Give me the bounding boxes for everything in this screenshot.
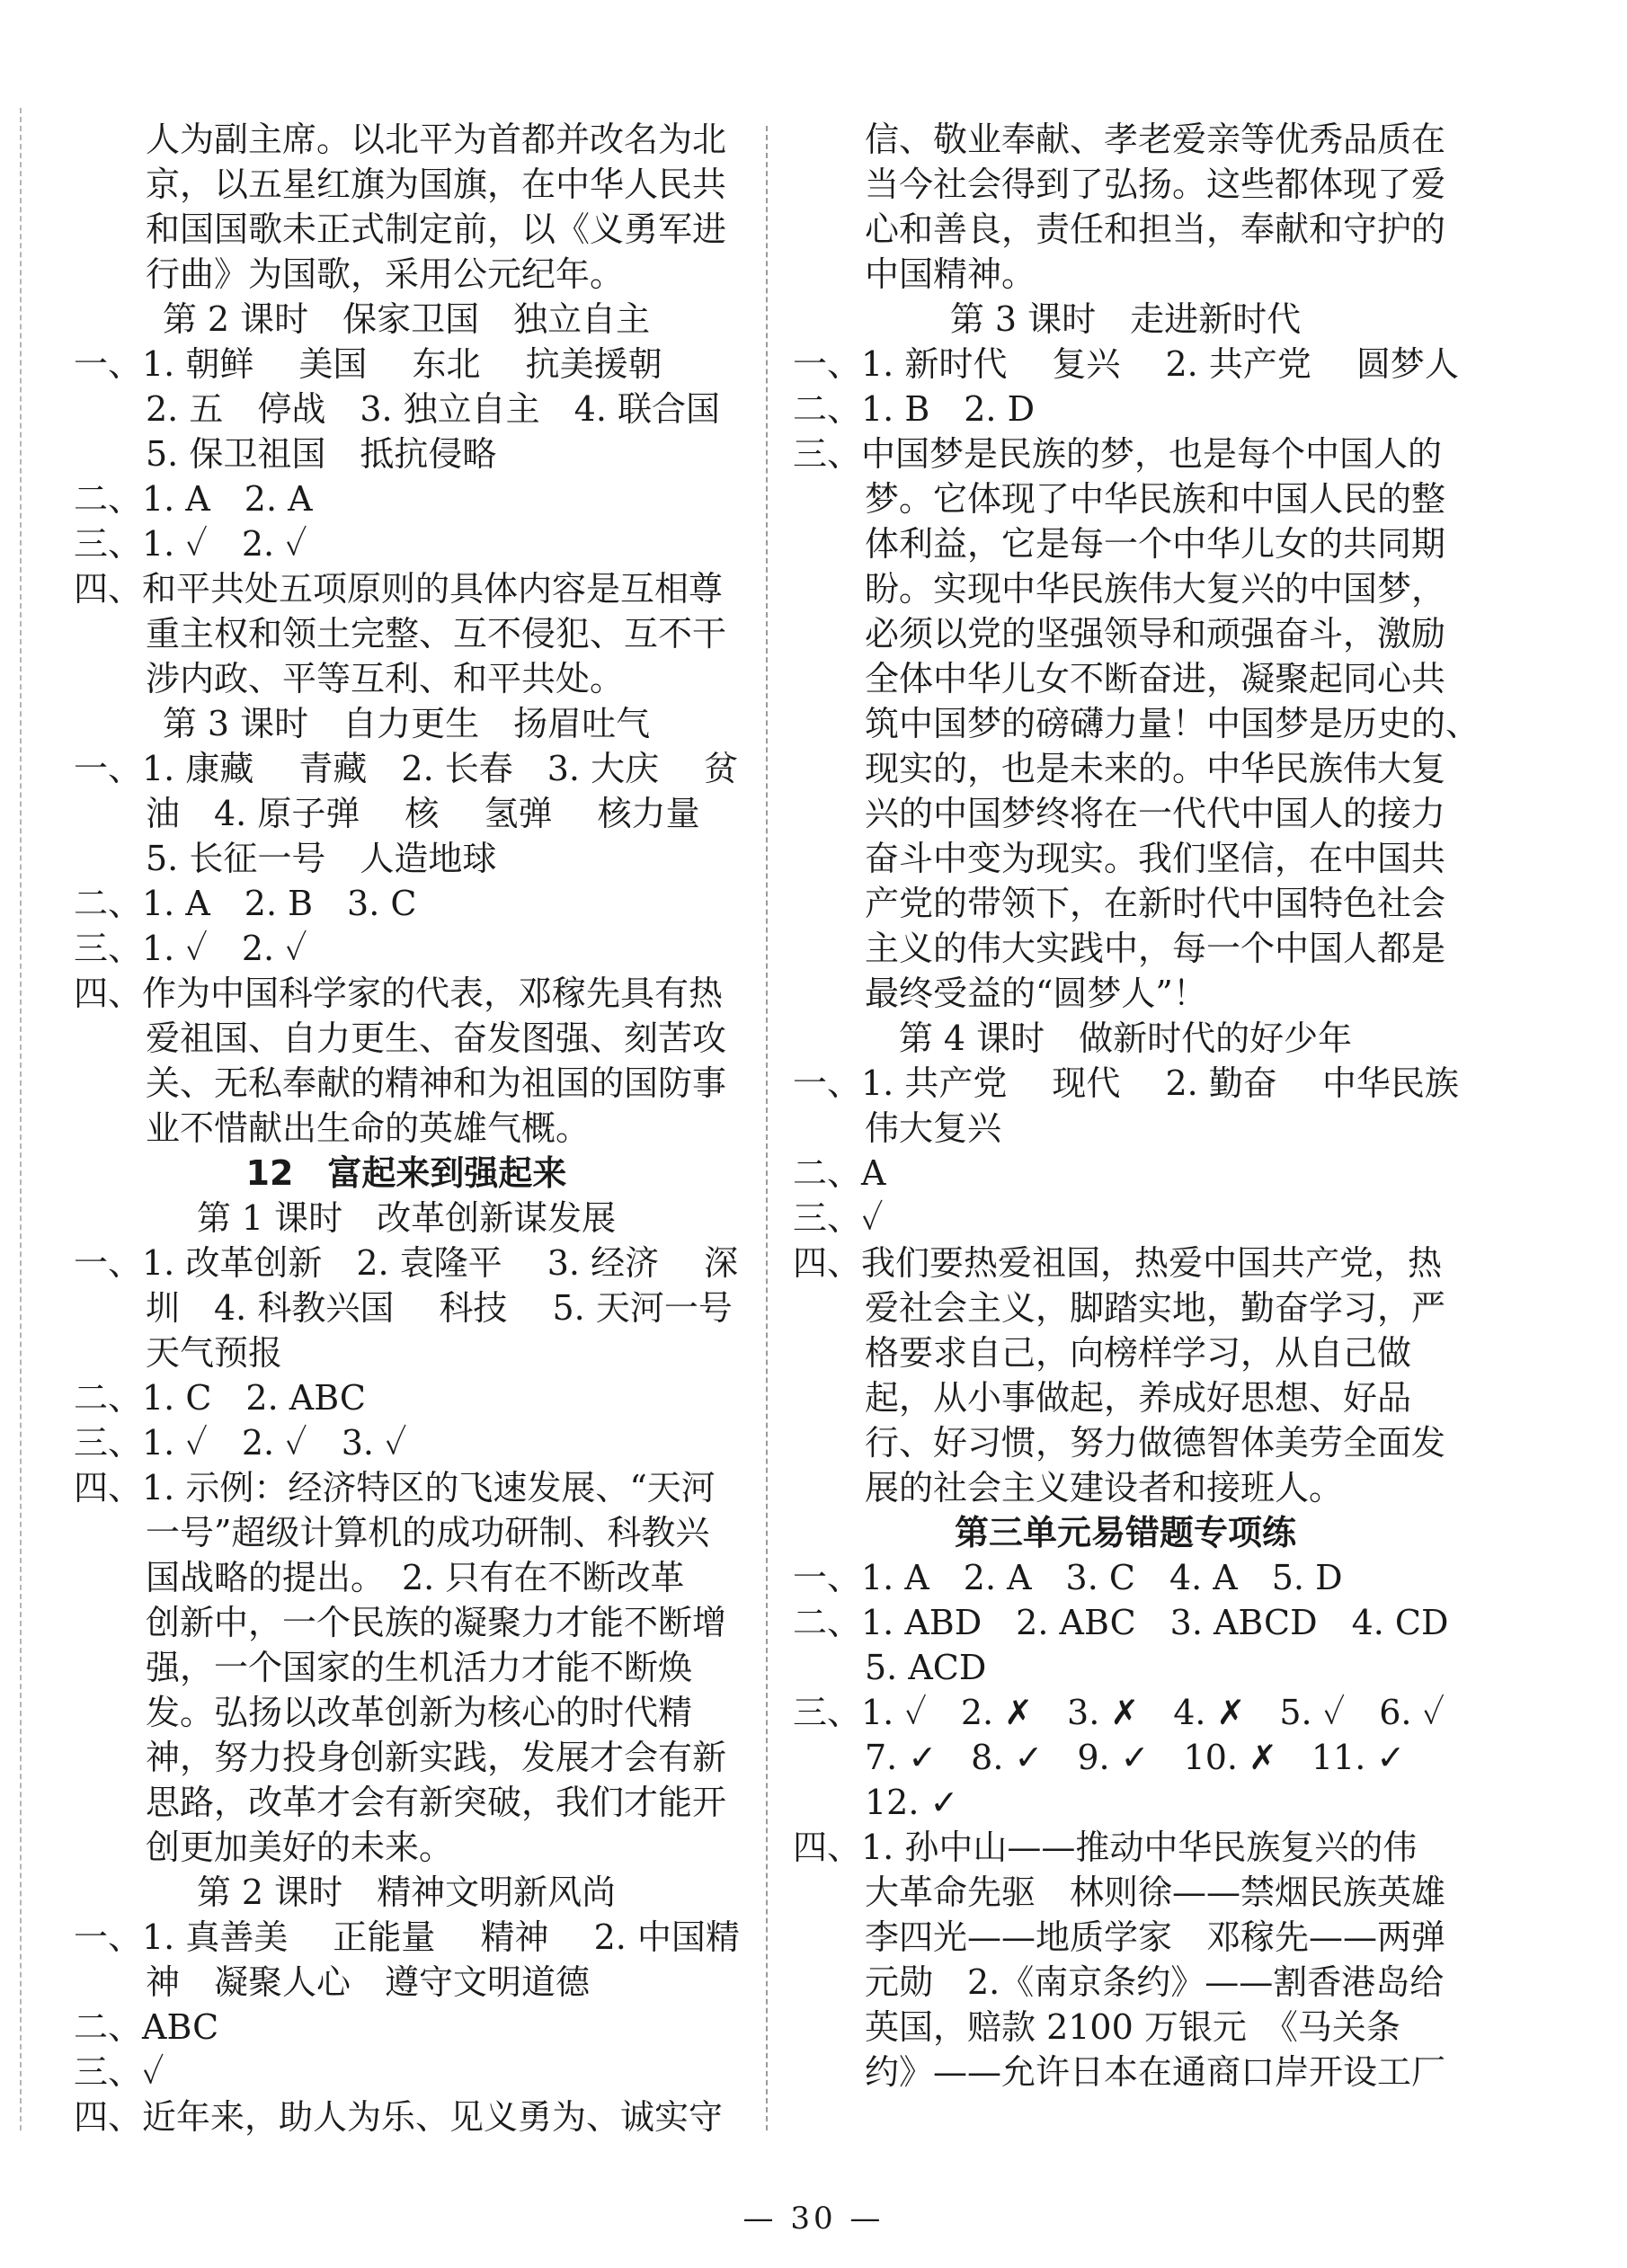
answer-line: 筑中国梦的磅礴力量！中国梦是历史的、 [865, 704, 1480, 743]
question-item: 三、中国梦是民族的梦，也是每个中国人的 [793, 434, 1443, 474]
answer-line: 约》——允许日本在通商口岸开设工厂 [865, 2052, 1446, 2092]
lesson-heading: 第 3 课时 自力更生 扬眉吐气 [162, 704, 651, 743]
question-item: 一、1. 新时代 复兴 2. 共产党 圆梦人 [793, 344, 1459, 384]
answer-line: 油 4. 原子弹 核 氢弹 核力量 [146, 794, 700, 833]
answer-line: 现实的，也是未来的。中华民族伟大复 [865, 749, 1446, 788]
answer-line: 主义的伟大实践中，每一个中国人都是 [865, 929, 1446, 968]
answer-line: 爱祖国、自力更生、奋发图强、刻苦攻 [146, 1018, 727, 1058]
unit-heading: 第三单元易错题专项练 [954, 1513, 1296, 1552]
question-item: 三、✓ [793, 1198, 884, 1238]
question-item: 二、1. A 2. A [74, 479, 313, 519]
answer-line: 全体中华儿女不断奋进，凝聚起同心共 [865, 659, 1446, 698]
page-number: — 30 — [742, 2201, 885, 2237]
question-item: 一、1. 改革创新 2. 袁隆平 3. 经济 深 [74, 1243, 739, 1283]
answer-line: 爱社会主义，脚踏实地，勤奋学习，严 [865, 1288, 1446, 1328]
lesson-heading: 第 2 课时 精神文明新风尚 [196, 1872, 617, 1912]
question-item: 四、作为中国科学家的代表，邓稼先具有热 [74, 974, 724, 1013]
answer-line: 伟大复兴 [865, 1108, 1002, 1148]
question-item: 二、1. C 2. ABC [74, 1378, 366, 1418]
answer-line: 7. ✓ 8. ✓ 9. ✓ 10. ✗ 11. ✓ [865, 1738, 1406, 1777]
question-item: 二、1. B 2. D [793, 389, 1036, 429]
answer-line: 兴的中国梦终将在一代代中国人的接力 [865, 794, 1446, 833]
answer-line: 神 凝聚人心 遵守文明道德 [146, 1962, 591, 2002]
answer-line: 起，从小事做起，养成好思想、好品 [865, 1378, 1412, 1418]
answer-line: 行、好习惯，努力做德智体美劳全面发 [865, 1423, 1446, 1463]
answer-line: 5. 长征一号 人造地球 [146, 839, 497, 878]
answer-line: 人为副主席。以北平为首都并改名为北 [146, 120, 727, 159]
answer-line: 天气预报 [146, 1333, 283, 1373]
question-item: 四、近年来，助人为乐、见义勇为、诚实守 [74, 2097, 724, 2137]
question-item: 二、ABC [74, 2007, 219, 2047]
question-item: 四、1. 孙中山——推动中华民族复兴的伟 [793, 1828, 1418, 1867]
answer-line: 当今社会得到了弘扬。这些都体现了爱 [865, 165, 1446, 204]
answer-line: 一号”超级计算机的成功研制、科教兴 [146, 1513, 710, 1552]
question-item: 二、1. ABD 2. ABC 3. ABCD 4. CD [793, 1603, 1449, 1642]
answer-line: 12. ✓ [865, 1783, 959, 1822]
answer-line: 心和善良，责任和担当，奉献和守护的 [865, 209, 1446, 249]
answer-line: 英国，赔款 2100 万银元 《马关条 [865, 2007, 1400, 2047]
lesson-heading: 第 3 课时 走进新时代 [949, 299, 1302, 339]
question-item: 一、1. 共产党 现代 2. 勤奋 中华民族 [793, 1063, 1459, 1103]
answer-line: 必须以党的坚强领导和顽强奋斗，激励 [865, 614, 1446, 654]
answer-line: 李四光——地质学家 邓稼先——两弹 [865, 1917, 1446, 1957]
answer-line: 圳 4. 科教兴国 科技 5. 天河一号 [146, 1288, 733, 1328]
answer-line: 体利益，它是每一个中华儿女的共同期 [865, 524, 1446, 564]
binding-margin [20, 108, 22, 2130]
answer-line: 5. ACD [865, 1648, 987, 1687]
answer-line: 盼。实现中华民族伟大复兴的中国梦， [865, 569, 1446, 609]
question-item: 一、1. 真善美 正能量 精神 2. 中国精 [74, 1917, 740, 1957]
answer-line: 产党的带领下，在新时代中国特色社会 [865, 884, 1446, 923]
question-item: 三、✓ [74, 2052, 164, 2092]
answer-line: 创更加美好的未来。 [146, 1828, 454, 1867]
answer-line: 强，一个国家的生机活力才能不断焕 [146, 1648, 693, 1687]
question-item: 一、1. 朝鲜 美国 东北 抗美援朝 [74, 344, 662, 384]
question-item: 四、和平共处五项原则的具体内容是互相尊 [74, 569, 724, 609]
question-item: 二、1. A 2. B 3. C [74, 884, 417, 923]
answer-line: 5. 保卫祖国 抵抗侵略 [146, 434, 497, 474]
answer-line: 京，以五星红旗为国旗，在中华人民共 [146, 165, 727, 204]
answer-line: 思路，改革才会有新突破，我们才能开 [146, 1783, 727, 1822]
question-item: 三、1. ✓ 2. ✓ [74, 524, 307, 564]
answer-line: 展的社会主义建设者和接班人。 [865, 1468, 1344, 1508]
question-item: 一、1. 康藏 青藏 2. 长春 3. 大庆 贫 [74, 749, 739, 788]
answer-line: 2. 五 停战 3. 独立自主 4. 联合国 [146, 389, 721, 429]
column-divider [766, 126, 768, 2130]
answer-line: 神，努力投身创新实践，发展才会有新 [146, 1738, 727, 1777]
answer-line: 和国国歌未正式制定前，以《义勇军进 [146, 209, 727, 249]
lesson-heading: 第 2 课时 保家卫国 独立自主 [162, 299, 651, 339]
question-item: 一、1. A 2. A 3. C 4. A 5. D [793, 1558, 1343, 1597]
left-column [74, 117, 739, 2139]
answer-line: 涉内政、平等互利、和平共处。 [146, 659, 625, 698]
unit-heading: 12 富起来到强起来 [245, 1153, 567, 1193]
answer-line: 行曲》为国歌，采用公元纪年。 [146, 254, 625, 294]
answer-line: 信、敬业奉献、孝老爱亲等优秀品质在 [865, 120, 1446, 159]
answer-line: 关、无私奉献的精神和为祖国的国防事 [146, 1063, 727, 1103]
question-item: 四、我们要热爱祖国，热爱中国共产党，热 [793, 1243, 1443, 1283]
answer-line: 发。弘扬以改革创新为核心的时代精 [146, 1693, 693, 1732]
answer-line: 奋斗中变为现实。我们坚信，在中国共 [865, 839, 1446, 878]
question-item: 二、A [793, 1153, 886, 1193]
answer-line: 最终受益的“圆梦人”！ [865, 974, 1207, 1013]
question-item: 三、1. ✓ 2. ✗ 3. ✗ 4. ✗ 5. ✓ 6. ✓ [793, 1693, 1445, 1732]
question-item: 三、1. ✓ 2. ✓ [74, 929, 307, 968]
answer-line: 中国精神。 [865, 254, 1036, 294]
answer-line: 梦。它体现了中华民族和中国人民的整 [865, 479, 1446, 519]
question-item: 三、1. ✓ 2. ✓ 3. ✓ [74, 1423, 407, 1463]
answer-line: 创新中，一个民族的凝聚力才能不断增 [146, 1603, 727, 1642]
answer-line: 大革命先驱 林则徐——禁烟民族英雄 [865, 1872, 1446, 1912]
answer-line: 格要求自己，向榜样学习，从自己做 [865, 1333, 1412, 1373]
lesson-heading: 第 1 课时 改革创新谋发展 [196, 1198, 617, 1238]
answer-line: 重主权和领土完整、互不侵犯、互不干 [146, 614, 727, 654]
answer-line: 业不惜献出生命的英雄气概。 [146, 1108, 591, 1148]
right-column [793, 117, 1480, 2095]
question-item: 四、1. 示例：经济特区的飞速发展、“天河 [74, 1468, 716, 1508]
answer-line: 国战略的提出。 2. 只有在不断改革 [146, 1558, 685, 1597]
lesson-heading: 第 4 课时 做新时代的好少年 [898, 1018, 1353, 1058]
answer-line: 元勋 2.《南京条约》——割香港岛给 [865, 1962, 1445, 2002]
